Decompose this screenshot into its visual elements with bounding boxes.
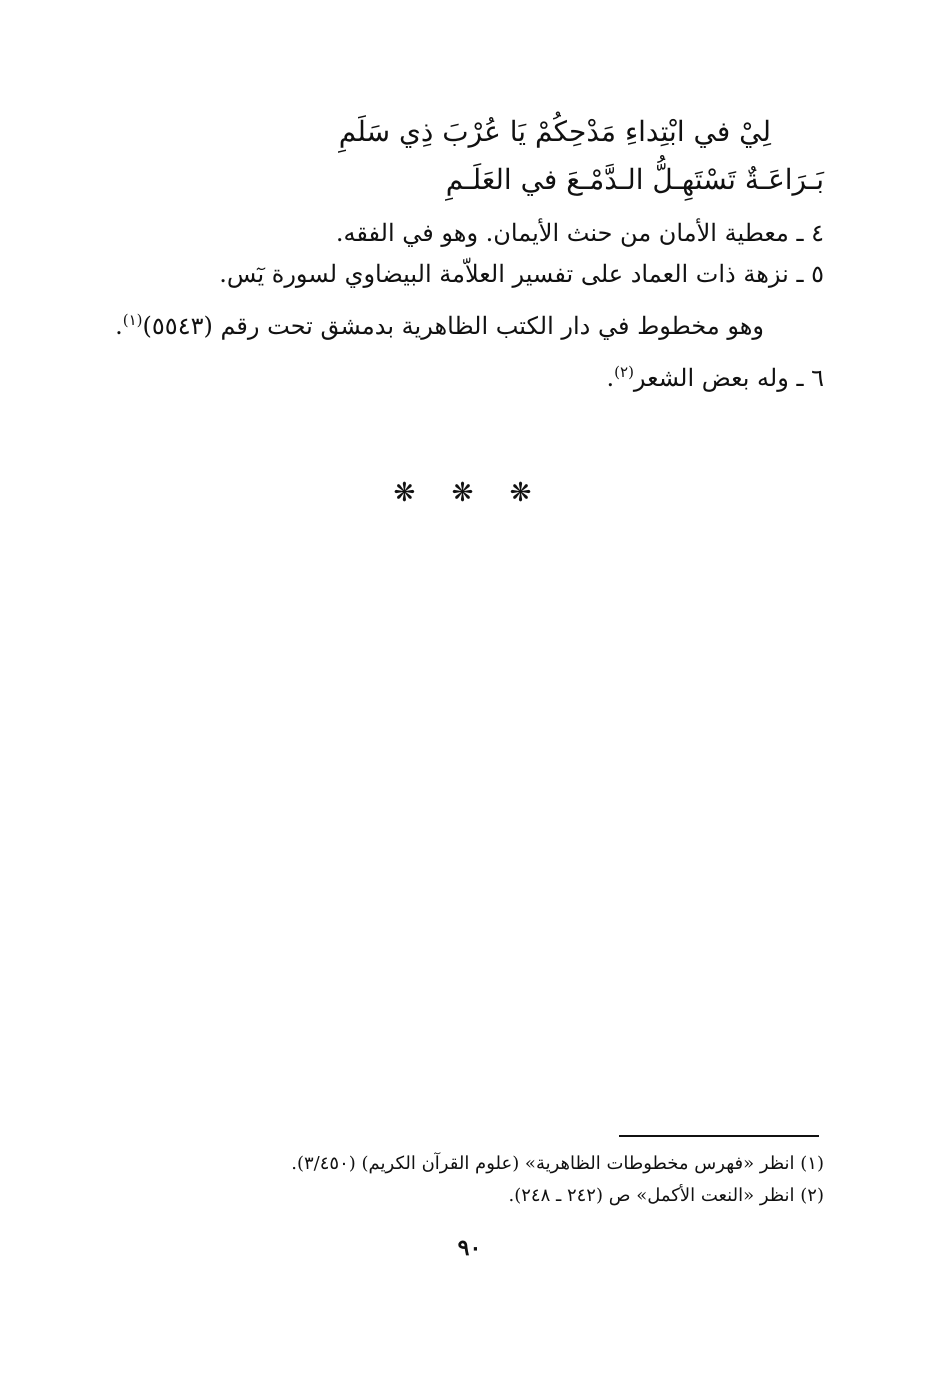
footnote-ref-2: (٢) bbox=[614, 363, 634, 381]
list-item-4: ٤ ـ معطية الأمان من حنث الأيمان. وهو في الفقه. bbox=[335, 219, 824, 247]
verse-line-2: بَـرَاعَـةٌ تَسْتَهِـلُّ الـدَّمْـعَ في العَلَـمِ bbox=[445, 163, 824, 196]
note-end: . bbox=[115, 312, 123, 340]
note-text: وهو مخطوط في دار الكتب الظاهرية بدمشق تحت رقم (٥٥٤٣) bbox=[142, 312, 764, 340]
page-number: ٩٠ bbox=[457, 1235, 482, 1261]
footnote-ref-1: (١) bbox=[122, 311, 143, 329]
verse-line-1: لِيْ في ابْتِداءِ مَدْحِكُمْ يَا عُرْبَ ذِي سَلَمِ bbox=[338, 115, 771, 148]
footnote-2: (٢) انظر «النعت الأكمل» ص (٢٤٢ ـ ٢٤٨). bbox=[508, 1185, 824, 1206]
item6-end: . bbox=[606, 364, 615, 392]
section-separator-stars: ❋ ❋ ❋ bbox=[393, 478, 546, 508]
footnote-divider bbox=[619, 1135, 819, 1137]
list-item-5-note bbox=[115, 308, 764, 344]
list-item-5: ٥ ـ نزهة ذات العماد على تفسير العلاّمة البيضاوي لسورة يٓس. bbox=[219, 260, 824, 288]
footnote-1: (١) انظر «فهرس مخطوطات الظاهرية» (علوم القرآن الكريم) (٣/٤٥٠). bbox=[291, 1153, 824, 1174]
item6-text: ٦ ـ وله بعض الشعر bbox=[633, 364, 824, 392]
list-item-6 bbox=[607, 360, 825, 396]
